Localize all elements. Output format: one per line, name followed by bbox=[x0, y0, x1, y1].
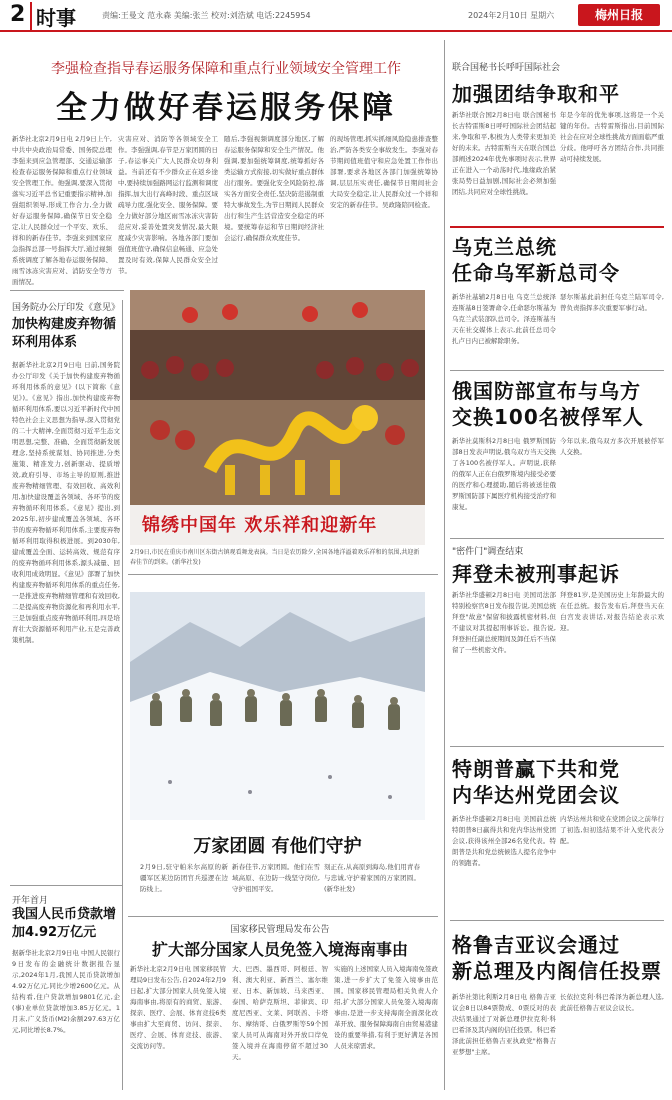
photo-border-patrol bbox=[130, 592, 425, 820]
left-headline-1: 加快构建废弃物循环利用体系 bbox=[12, 317, 117, 350]
rule bbox=[450, 746, 664, 747]
lead-kicker: 李强检查指导春运服务保障和重点行业领域安全管理工作 bbox=[51, 61, 401, 77]
rule-red bbox=[450, 226, 664, 228]
lead-body-col2: 灾害应对、消防等各领域安全工作。李强强调,春节是万家团圆的日子,春运事关广大人民群众切身利益。当前还有不少群众正在返乡途中,要持续加强路网运行监测和调度指挥,加大出行高峰时段、重点区域疏导力度,强化安全、服务保障。要全力做好部分地区雨雪冰冻灾害防范应对,妥善处置突发情况,最大限度减少灾害影响。各地各部门要加强值班值守,确保信息畅通、应急处置及时有效,保障人民群众安全过节。 bbox=[118, 135, 218, 275]
soldier-figure bbox=[280, 700, 292, 726]
rule bbox=[450, 920, 664, 921]
snow-patrol-image bbox=[130, 592, 425, 820]
section-title: 时事 bbox=[30, 2, 76, 31]
right-body-3: 新华社莫斯科2月8日电 俄罗斯国防部8日发表声明说,俄乌双方当天交换了各100名被俘军人。声明说,获释的俄军人正在白俄罗斯境内接受必要的医疗和心理援助,随后将被送往俄罗斯国防部下属医疗机构接受治疗和康复。 bbox=[452, 437, 556, 511]
issue-date: 2024年2月10日 星期六 bbox=[468, 11, 555, 20]
photo-dragon-dance bbox=[130, 290, 425, 545]
soldier-figure bbox=[150, 700, 162, 726]
page-number: 2 bbox=[10, 2, 26, 27]
right-kicker-1: 联合国秘书长呼吁国际社会 bbox=[452, 63, 561, 73]
photo-overlay-title: 锦绣中国年 欢乐祥和迎新年 bbox=[142, 515, 378, 536]
photo1-caption: 2月9日,市民在重庆市南川区东街古镇观看舞龙表演。当日是农历除夕,全国各地洋溢着欢乐祥和的氛围,共迎新春佳节的到来。(新华社发) bbox=[130, 549, 420, 566]
right-kicker-4: "密件门"调查结束 bbox=[452, 547, 524, 557]
right-headline-3: 俄国防部宣布与乌方 交换100名被俘军人 bbox=[452, 379, 644, 429]
right-body-1: 新华社联合国2月8日电 联合国秘书长古特雷斯8日呼吁国际社会团结起来,争取和平,积极为人类带来更加美好的未来。古特雷斯当天在联合国总部阐述2024年优先事项时表示,世界正在进入一个动荡时代,地缘政治紧张局势日益加剧,国际社会必须加强团结,共同应对全球性挑战。 bbox=[452, 111, 556, 196]
column-divider bbox=[122, 300, 123, 1090]
editors-line: 责编:王曼文 范永森 美编:张兰 校对:刘浩斌 电话:2245954 bbox=[102, 11, 311, 20]
photo2-caption-col3: 刻正在,从高原到海岛,他们用青春与忠诚,守护着家国的万家团圆。(新华社发) bbox=[324, 863, 420, 893]
bottom-kicker: 国家移民管理局发布公告 bbox=[230, 925, 330, 935]
right-body-4: 新华社华盛顿2月8日电 美国司法部特别检察官8日发布报告说,美国总统拜登"故意"保留和披露机密材料,但不建议对其提起刑事诉讼。报告说,拜登担任副总统期间及卸任后不当保留了一些机密文件。 bbox=[452, 591, 556, 654]
lead-body-col1: 新华社北京2月9日电 2月9日上午,中共中央政治局常委、国务院总理李强来到应急管理部、交通运输部检查春运服务保障和重点行业领域安全管理工作。他强调,要深入贯彻落实习近平总书记重要指示精神,加强组织领导,形成工作合力,全力做好春运服务保障,确保节日安全稳定,让人民群众过一个平安、欢乐、祥和的新春佳节。李强来到国家应急指挥总部一号指挥大厅,通过视频系统调度了解各地春运服务保障、雨雪冰冻灾害应对、消防安全等方面情况。 bbox=[12, 135, 112, 286]
left-kicker-2: 开年首月 bbox=[12, 896, 49, 906]
soldier-figure bbox=[180, 696, 192, 722]
bottom-body-col2: 大、巴西、墨西哥、阿根廷、智利、澳大利亚、新西兰、塞尔维亚、日本、新加坡、马来西亚、泰国、哈萨克斯坦、菲律宾、印度尼西亚、文莱、阿联酋、卡塔尔、摩纳哥、白俄罗斯等59个国家人员可从海南对外开放口岸免签入境并在海南停留不超过30天。 bbox=[232, 965, 328, 1061]
right-body-6: 新华社第比利斯2月8日电 格鲁吉亚议会8日以84票赞成、0票反对的表决结果通过了对新总理伊拉克利·科巴希泽及其内阁的信任投票。科巴希泽此前担任格鲁吉亚执政党"格鲁吉亚梦想"主席。 bbox=[452, 993, 556, 1056]
photo2-headline: 万家团圆 有他们守护 bbox=[193, 836, 362, 857]
rule bbox=[128, 574, 438, 575]
rule bbox=[128, 916, 438, 917]
right-headline-2: 乌克兰总统 任命乌军新总司令 bbox=[452, 235, 620, 285]
photo2-caption-col1: 2月9日,驻守帕米尔高原的新疆军区某边防团官兵巡逻在边防线上。 bbox=[140, 863, 228, 893]
bottom-headline: 扩大部分国家人员免签入境海南事由 bbox=[151, 940, 408, 959]
right-headline-6: 格鲁吉亚议会通过 新总理及内阁信任投票 bbox=[452, 933, 662, 983]
right-body-5: 新华社华盛顿2月8日电 美国前总统特朗普8日赢得共和党内华达州党团会议,获得该州全部26名党代表。特朗普是共和党总统候选人提名竞争中的领跑者。 bbox=[452, 815, 556, 867]
right-body-1b: 年是今年的优先事项,这将是一个关键的年份。古特雷斯指出,目前国际社会在应对全球性挑战方面面临严重分歧。他呼吁各方团结合作,共同推动可持续发展。 bbox=[560, 111, 664, 163]
bottom-body-col3: 实施的上述国家人员入境海南免签政策,进一步扩大了免签入境事由范围。国家移民管理局相关负责人介绍,扩大部分国家人员免签入境海南事由,是进一步支持海南全面深化改革开放、服务保障海南自由贸易港建设的重要举措,有利于更好满足各国人员来琼需求。 bbox=[334, 965, 438, 1050]
newspaper-logo: 梅州日报 bbox=[578, 4, 660, 26]
page-header bbox=[0, 0, 672, 32]
soldier-figure bbox=[388, 704, 400, 730]
rule bbox=[450, 538, 664, 539]
left-headline-2: 我国人民币贷款增加4.92万亿元 bbox=[12, 907, 117, 940]
soldier-figure bbox=[210, 700, 222, 726]
lead-headline: 全力做好春运服务保障 bbox=[56, 90, 396, 126]
soldier-figure bbox=[352, 702, 364, 728]
right-headline-5: 特朗普赢下共和党 内华达州党团会议 bbox=[452, 757, 620, 807]
lead-body-col3: 随后,李强视频调度部分地区,了解春运服务保障和安全生产情况。他强调,要加强统筹调度,统筹抓好各类运输方式衔接,切实做好重点群体出行服务。要强化安全风险防控,落实各方面安全责任,坚决防范遏制重特大事故发生,为节日期间人民群众出行和生产生活营造安全稳定的环境。要统筹春运和节日期间经济社会运行,确保群众欢度佳节。 bbox=[224, 135, 324, 242]
left-body-1: 据新华社北京2月9日电 日前,国务院办公厅印发《关于加快构建废弃物循环利用体系的意见》(以下简称《意见》)。《意见》指出,加快构建废弃物循环利用体系,要以习近平新时代中国特色社会主义思想为指导,深入贯彻党的二十大精神,全面贯彻习近平生态文明思想,完整、准确、全面贯彻新发展理念,坚持系统谋划、协同推进,分类施策、精准发力,创新驱动、提质增效,政府引导、市场主导的原则,推进废弃物精细管理、有效回收、高效利用,加快建设覆盖各领域、各环节的废弃物循环利用体系。《意见》提出,到2025年,初步建成覆盖各领域、各环节的废弃物循环利用体系,主要废弃物循环利用取得积极进展。到2030年,建成覆盖全面、运转高效、规范有序的废弃物循环利用体系,源头减量、回收利用成效明显。《意见》部署了加快构建废弃物循环利用体系的重点任务,一是推进废弃物精细管理和有效回收,二是提高废弃物资源化和再利用水平,三是加强重点废弃物循环利用,四是培育壮大资源循环利用产业,五是完善政策机制。 bbox=[12, 361, 120, 644]
photo2-caption-col2: 新春佳节,万家团圆。他们在雪域高原、在边防一线坚守岗位,守护祖国平安。 bbox=[232, 863, 320, 893]
right-headline-1: 加强团结争取和平 bbox=[452, 82, 620, 106]
rule bbox=[10, 290, 124, 291]
soldier-figure bbox=[245, 696, 257, 722]
lead-body-col4: 的现场管理,抓实抓细风险隐患排查整治,严防各类安全事故发生。李强对春节期间值班值守和应急处置工作作出部署,要求各地区各部门加强统筹协调,层层压实责任,确保节日期间社会大局安全稳定,让人民群众过一个祥和安定的新春佳节。吴政隆陪同检查。 bbox=[330, 135, 438, 209]
left-body-2: 据新华社北京2月9日电 中国人民银行9日发布的金融统计数据报告显示,2024年1月,我国人民币贷款增加4.92万亿元,同比少增2600亿元。从结构看,住户贷款增加9801亿元,企(事)业单位贷款增加3.85万亿元。1月末,广义货币(M2)余额297.63万亿元,同比增长8.7%。 bbox=[12, 949, 120, 1034]
soldier-figure bbox=[315, 696, 327, 722]
photo-overlay bbox=[130, 505, 425, 545]
right-headline-4: 拜登未被刑事起诉 bbox=[452, 562, 620, 586]
left-kicker-1: 国务院办公厅印发《意见》 bbox=[12, 303, 121, 313]
column-divider bbox=[444, 40, 445, 1090]
right-body-6b: 长依拉克利·科巴希泽为新总理人选,此前任格鲁吉亚议会议长。 bbox=[560, 993, 664, 1012]
right-body-2: 新华社基辅2月8日电 乌克兰总统泽连斯基8日签署命令,任命瑟尔斯基为乌克兰武装部队总司令。泽连斯基当天在社交媒体上表示,此前任总司令扎卢日内已被解除职务。 bbox=[452, 293, 556, 345]
right-body-2b: 瑟尔斯基此前担任乌克兰陆军司令,曾负责指挥多次重要军事行动。 bbox=[560, 293, 664, 312]
right-body-3b: 今年以来,俄乌双方多次开展被俘军人交换。 bbox=[560, 437, 664, 456]
rule bbox=[10, 885, 122, 886]
right-body-5b: 内华达州共和党在党团会议之前举行了初选,但初选结果不计入党代表分配。 bbox=[560, 815, 664, 845]
bottom-body-col1: 新华社北京2月9日电 国家移民管理局9日发布公告,自2024年2月9日起,扩大部分国家人员免签入境海南事由,将原有的商贸、旅游、探亲、医疗、会展、体育竞技6类事由扩大至商贸、访问、探亲、医疗、会展、体育竞技、旅游、交流访问等。 bbox=[130, 965, 226, 1050]
rule bbox=[450, 370, 664, 371]
right-body-4b: 拜登81岁,是美国历史上年龄最大的在任总统。报告发布后,拜登当天在白宫发表讲话,对报告结论表示欢迎。 bbox=[560, 591, 664, 632]
